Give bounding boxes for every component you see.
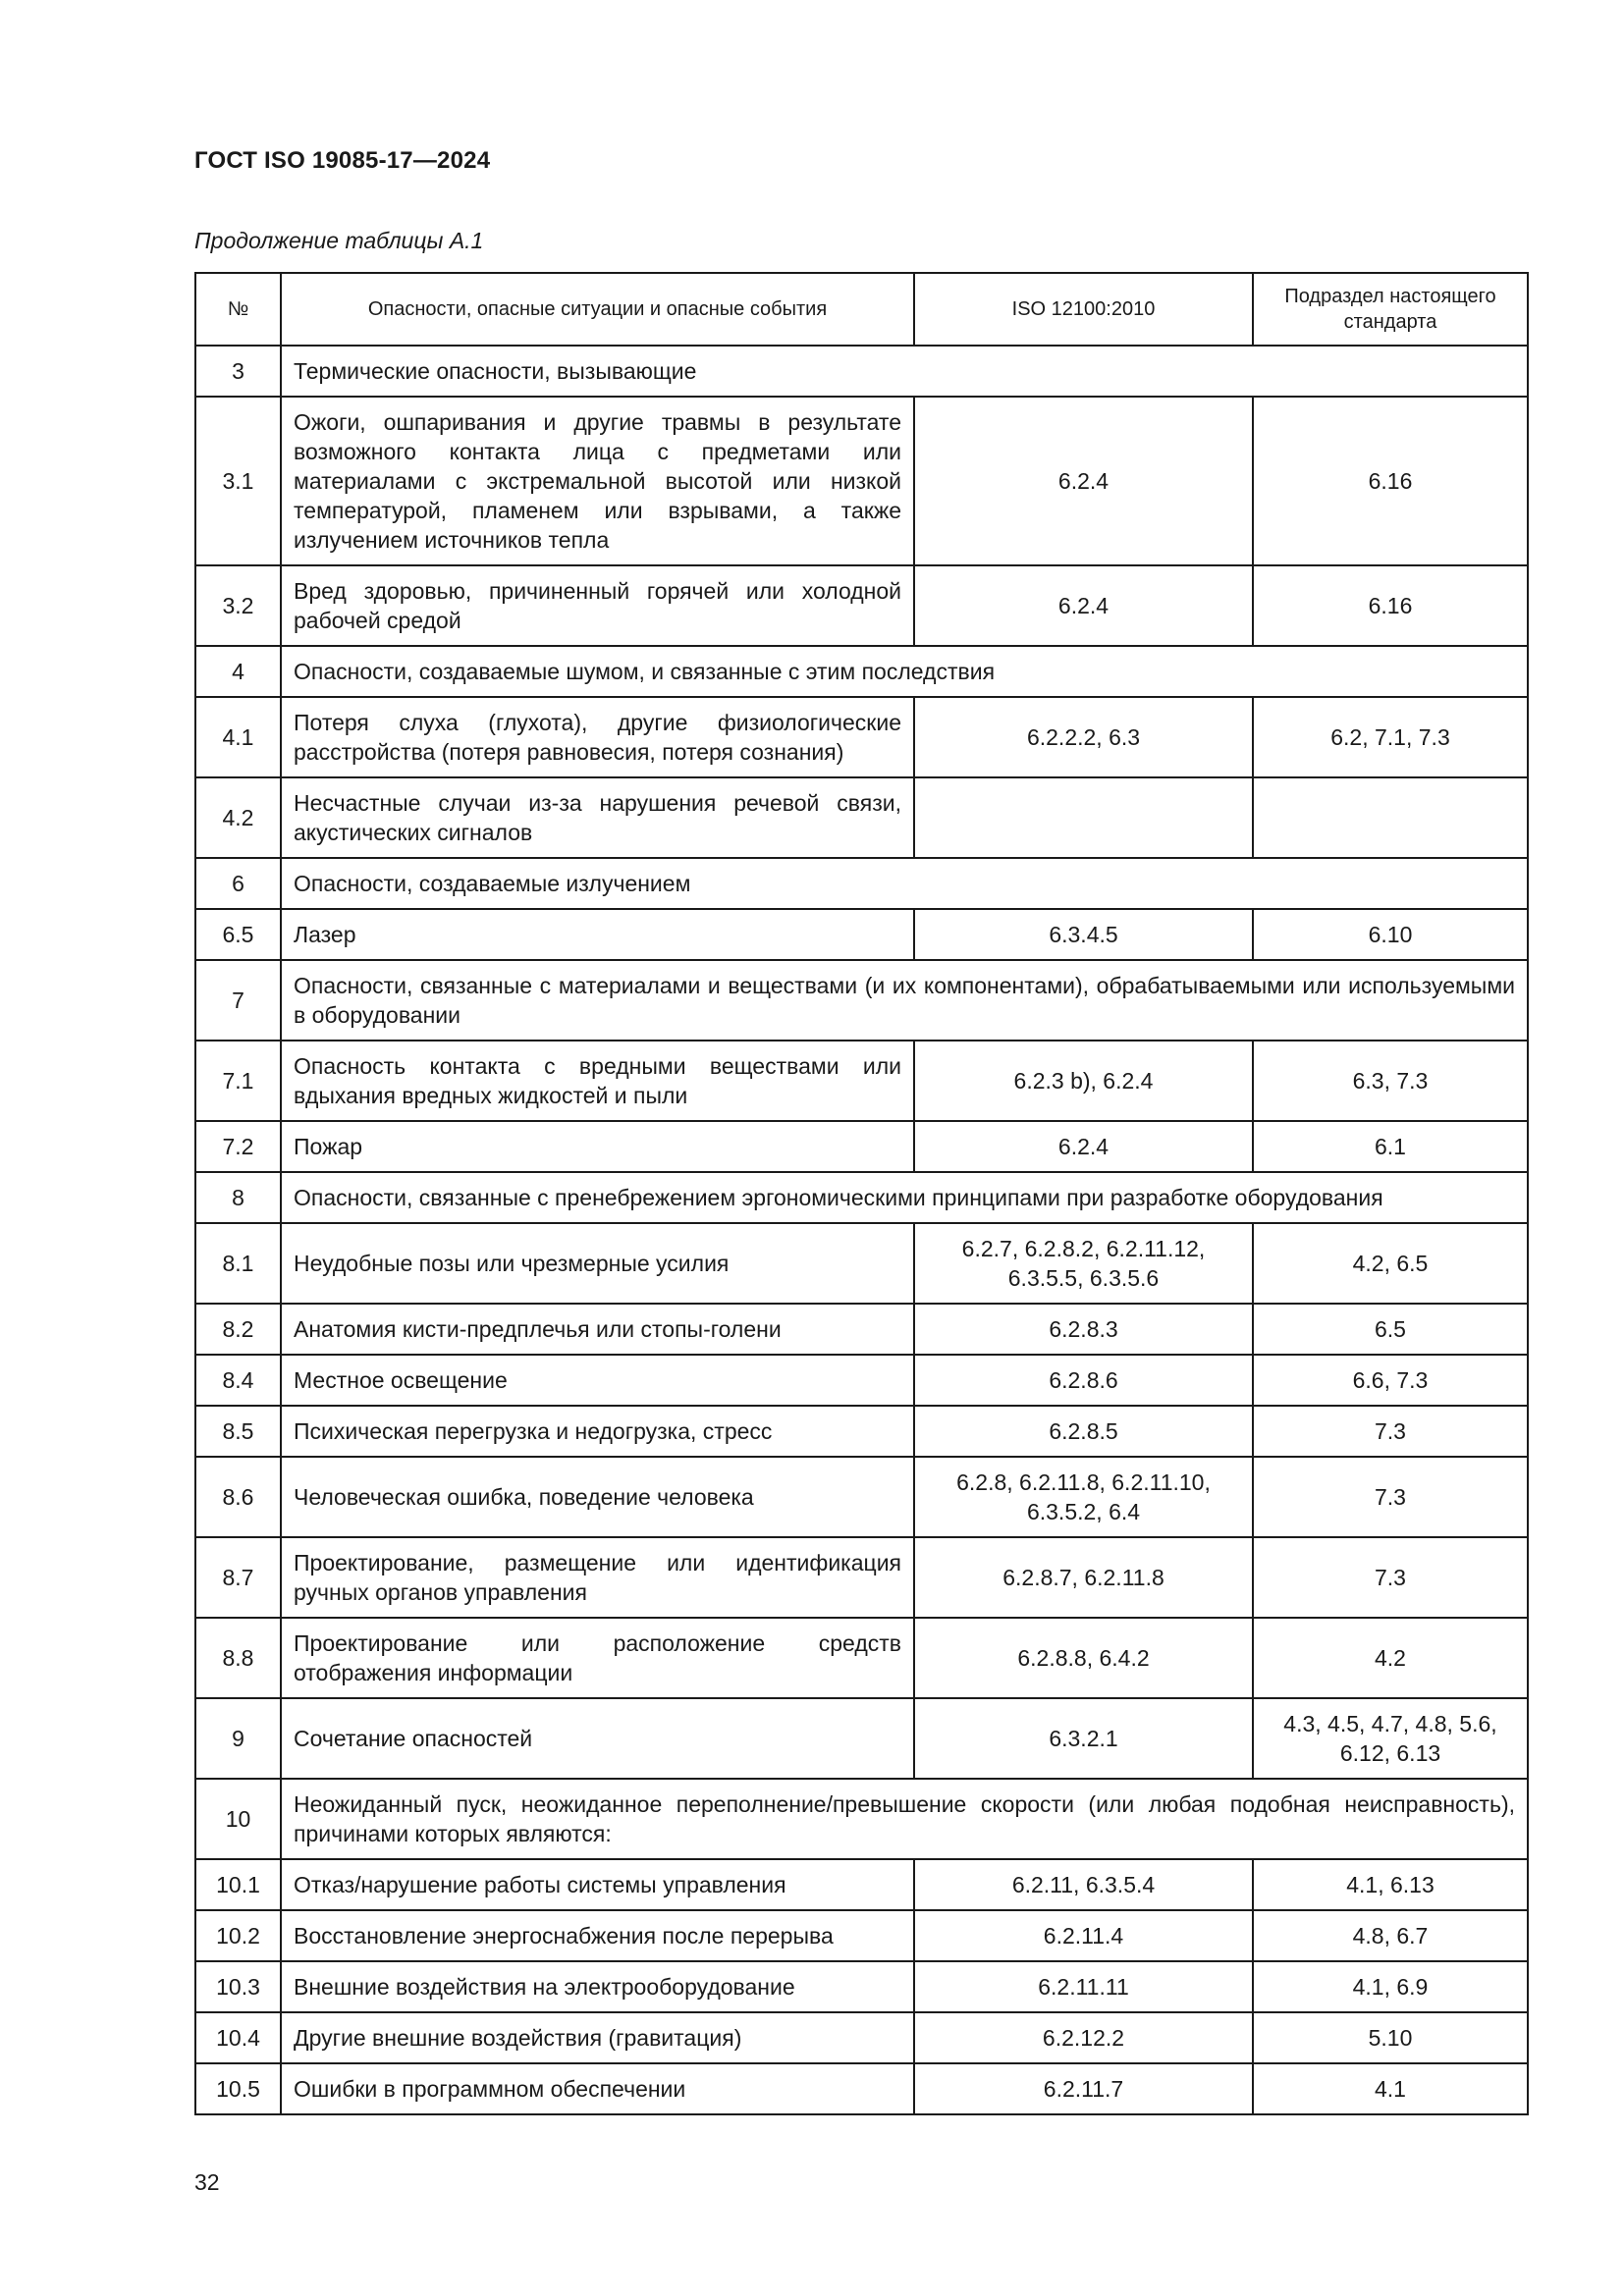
hazard-description: Опасность контакта с вредными веществами или вдыхания вредных жидкостей и пыли [281,1041,914,1121]
col-header-number: № [195,273,281,346]
iso-reference: 6.2.4 [914,397,1253,565]
row-number: 8.6 [195,1457,281,1537]
table-row [195,777,1528,858]
hazard-description: Лазер [281,909,914,960]
subsection-reference: 7.3 [1253,1406,1528,1457]
table-section-row [195,960,1528,1041]
row-number: 4.1 [195,697,281,777]
row-number: 4 [195,646,281,697]
row-number: 8.7 [195,1537,281,1618]
table-row [195,1698,1528,1779]
iso-reference: 6.3.2.1 [914,1698,1253,1779]
hazard-description: Проектирование или расположение средств отображения информации [281,1618,914,1698]
iso-reference: 6.2.11, 6.3.5.4 [914,1859,1253,1910]
col-header-subsection: Подраздел настоящего стандарта [1253,273,1528,346]
section-heading: Опасности, создаваемые излучением [281,858,1528,909]
row-number: 6.5 [195,909,281,960]
row-number: 8.1 [195,1223,281,1304]
table-body [195,346,1528,2114]
iso-reference: 6.2.4 [914,565,1253,646]
table-section-row [195,1779,1528,1859]
table-row [195,565,1528,646]
row-number: 10.2 [195,1910,281,1961]
hazard-description: Другие внешние воздействия (гравитация) [281,2012,914,2063]
table-section-row [195,346,1528,397]
subsection-reference: 4.8, 6.7 [1253,1910,1528,1961]
row-number: 7 [195,960,281,1041]
row-number: 6 [195,858,281,909]
row-number: 7.1 [195,1041,281,1121]
table-row [195,909,1528,960]
subsection-reference [1253,777,1528,858]
document-title: ГОСТ ISO 19085-17—2024 [194,147,491,174]
iso-reference: 6.2.2.2, 6.3 [914,697,1253,777]
row-number: 8.2 [195,1304,281,1355]
iso-reference: 6.2.8.7, 6.2.11.8 [914,1537,1253,1618]
hazard-description: Проектирование, размещение или идентификация ручных органов управления [281,1537,914,1618]
subsection-reference: 4.1, 6.9 [1253,1961,1528,2012]
row-number: 7.2 [195,1121,281,1172]
page-number: 32 [194,2169,220,2195]
table-row [195,1537,1528,1618]
hazard-description: Ожоги, ошпаривания и другие травмы в результате возможного контакта лица с предметами или материалами с экстремальной высотой или низкой температурой, пламенем или взрывами, а также излучением источников тепла [281,397,914,565]
table-row [195,697,1528,777]
iso-reference: 6.2.12.2 [914,2012,1253,2063]
iso-reference: 6.3.4.5 [914,909,1253,960]
table-row [195,1618,1528,1698]
subsection-reference: 6.1 [1253,1121,1528,1172]
row-number: 10.5 [195,2063,281,2114]
subsection-reference: 6.16 [1253,565,1528,646]
hazard-description: Несчастные случаи из-за нарушения речевой связи, акустических сигналов [281,777,914,858]
table-row [195,1859,1528,1910]
hazard-description: Психическая перегрузка и недогрузка, стресс [281,1406,914,1457]
section-heading: Опасности, связанные с материалами и веществами (и их компонентами), обрабатываемыми или используемыми в оборудовании [281,960,1528,1041]
table-section-row [195,1172,1528,1223]
iso-reference: 6.2.11.11 [914,1961,1253,2012]
subsection-reference: 5.10 [1253,2012,1528,2063]
hazard-description: Ошибки в программном обеспечении [281,2063,914,2114]
subsection-reference: 4.2 [1253,1618,1528,1698]
iso-reference: 6.2.8.3 [914,1304,1253,1355]
row-number: 3 [195,346,281,397]
iso-reference: 6.2.11.4 [914,1910,1253,1961]
row-number: 10.4 [195,2012,281,2063]
table-row [195,1121,1528,1172]
row-number: 3.2 [195,565,281,646]
table-row [195,1355,1528,1406]
iso-reference: 6.2.3 b), 6.2.4 [914,1041,1253,1121]
hazard-description: Неудобные позы или чрезмерные усилия [281,1223,914,1304]
table-row [195,1406,1528,1457]
hazard-description: Человеческая ошибка, поведение человека [281,1457,914,1537]
subsection-reference: 6.3, 7.3 [1253,1041,1528,1121]
hazard-description: Отказ/нарушение работы системы управления [281,1859,914,1910]
row-number: 4.2 [195,777,281,858]
hazard-description: Потеря слуха (глухота), другие физиологические расстройства (потеря равновесия, потеря сознания) [281,697,914,777]
table-row [195,1041,1528,1121]
hazard-description: Вред здоровью, причиненный горячей или холодной рабочей средой [281,565,914,646]
subsection-reference: 7.3 [1253,1537,1528,1618]
iso-reference: 6.2.8.5 [914,1406,1253,1457]
row-number: 8 [195,1172,281,1223]
table-row [195,1961,1528,2012]
table-section-row [195,858,1528,909]
col-header-hazards: Опасности, опасные ситуации и опасные события [281,273,914,346]
table-row [195,397,1528,565]
row-number: 10.3 [195,1961,281,2012]
table-row [195,1223,1528,1304]
hazard-description: Сочетание опасностей [281,1698,914,1779]
section-heading: Неожиданный пуск, неожиданное переполнение/превышение скорости (или любая подобная неисправность), причинами которых являются: [281,1779,1528,1859]
section-heading: Опасности, связанные с пренебрежением эргономическими принципами при разработке оборудования [281,1172,1528,1223]
subsection-reference: 4.2, 6.5 [1253,1223,1528,1304]
iso-reference: 6.2.8.8, 6.4.2 [914,1618,1253,1698]
hazard-description: Анатомия кисти-предплечья или стопы-голени [281,1304,914,1355]
table-caption: Продолжение таблицы А.1 [194,228,484,253]
iso-reference: 6.2.8, 6.2.11.8, 6.2.11.10, 6.3.5.2, 6.4 [914,1457,1253,1537]
row-number: 10.1 [195,1859,281,1910]
subsection-reference: 6.6, 7.3 [1253,1355,1528,1406]
subsection-reference: 6.16 [1253,397,1528,565]
col-header-iso: ISO 12100:2010 [914,273,1253,346]
table-row [195,2012,1528,2063]
table-row [195,2063,1528,2114]
iso-reference: 6.2.4 [914,1121,1253,1172]
hazard-description: Внешние воздействия на электрооборудование [281,1961,914,2012]
hazard-description: Восстановление энергоснабжения после перерыва [281,1910,914,1961]
hazard-description: Пожар [281,1121,914,1172]
row-number: 8.8 [195,1618,281,1698]
iso-reference: 6.2.11.7 [914,2063,1253,2114]
table-row [195,1910,1528,1961]
table-row [195,1457,1528,1537]
row-number: 10 [195,1779,281,1859]
subsection-reference: 4.1 [1253,2063,1528,2114]
section-heading: Термические опасности, вызывающие [281,346,1528,397]
table-row [195,1304,1528,1355]
subsection-reference: 6.2, 7.1, 7.3 [1253,697,1528,777]
subsection-reference: 6.10 [1253,909,1528,960]
section-heading: Опасности, создаваемые шумом, и связанные с этим последствия [281,646,1528,697]
subsection-reference: 4.3, 4.5, 4.7, 4.8, 5.6, 6.12, 6.13 [1253,1698,1528,1779]
table-section-row [195,646,1528,697]
subsection-reference: 4.1, 6.13 [1253,1859,1528,1910]
row-number: 3.1 [195,397,281,565]
iso-reference [914,777,1253,858]
subsection-reference: 7.3 [1253,1457,1528,1537]
row-number: 8.4 [195,1355,281,1406]
hazard-description: Местное освещение [281,1355,914,1406]
subsection-reference: 6.5 [1253,1304,1528,1355]
row-number: 8.5 [195,1406,281,1457]
iso-reference: 6.2.8.6 [914,1355,1253,1406]
hazards-table [194,272,1529,2115]
table-header-row [195,273,1528,346]
iso-reference: 6.2.7, 6.2.8.2, 6.2.11.12, 6.3.5.5, 6.3.5.6 [914,1223,1253,1304]
row-number: 9 [195,1698,281,1779]
